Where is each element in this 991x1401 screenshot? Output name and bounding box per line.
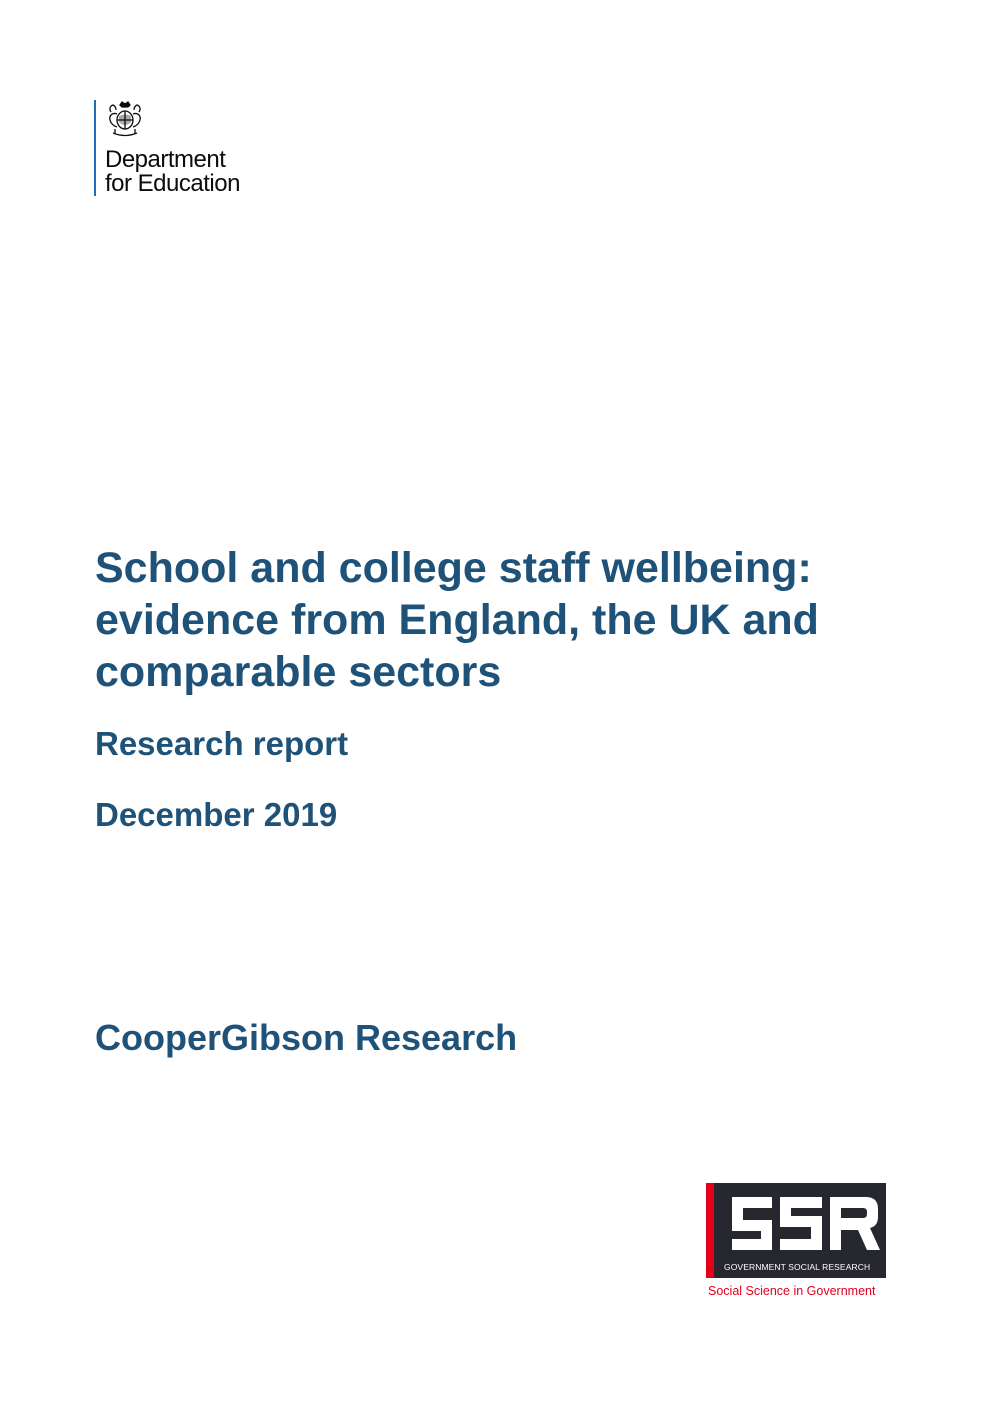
gsr-lettermark [726,1189,882,1257]
publication-date: December 2019 [95,796,338,833]
gsr-logo [706,1183,886,1303]
report-title: School and college staff wellbeing: evidence from England, the UK and comparable sectors [95,544,819,696]
department-for-education-logo [94,100,284,200]
logo-divider-rule [94,100,96,196]
gsr-tagline: Social Science in Government [708,1284,876,1298]
gsr-caption: GOVERNMENT SOCIAL RESEARCH [724,1262,871,1272]
department-name [105,148,240,196]
report-type: Research report [95,725,349,762]
report-author: CooperGibson Research [95,1017,518,1058]
royal-coat-of-arms-icon [105,100,145,138]
gsr-accent-bar [706,1183,714,1278]
department-name-line-2: for Education [105,170,240,197]
department-name-line-1: Department [105,146,226,173]
gsr-logo-box [706,1183,886,1278]
